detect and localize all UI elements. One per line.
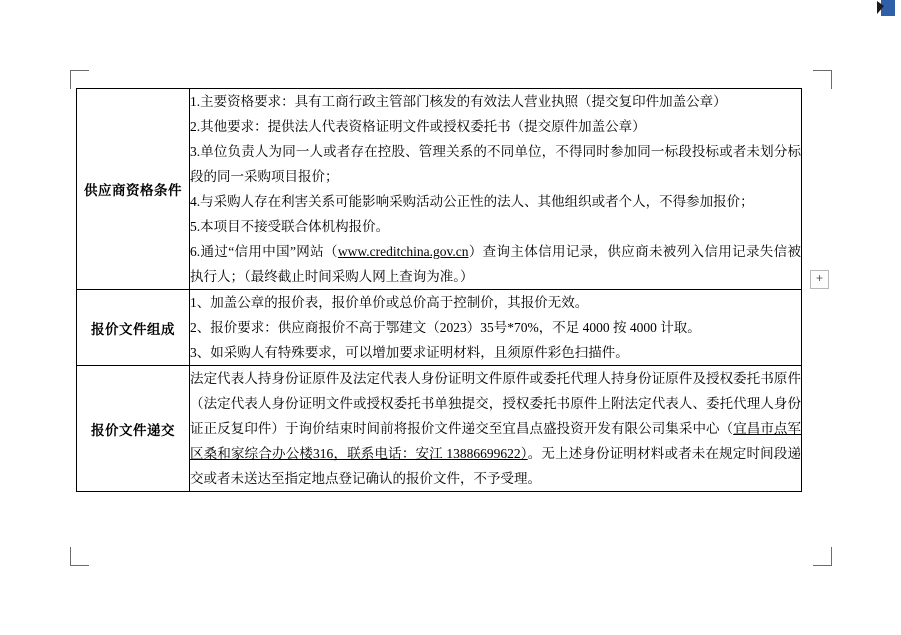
- table-row: [77, 366, 802, 492]
- qualification-line-6-suffix: ）查询主体信用记录，供应商未被列入信用记录失信被执行人；（最终截止时间采购人网上查询为准。）: [190, 244, 802, 284]
- crop-mark-top-left: [70, 70, 89, 89]
- qualification-line-6: [190, 239, 801, 289]
- table-row: [77, 89, 802, 290]
- row-label-quotation-composition: 报价文件组成: [77, 290, 190, 366]
- add-row-button[interactable]: +: [810, 270, 829, 289]
- crop-mark-bottom-left: [70, 547, 89, 566]
- requirements-table: [76, 88, 802, 492]
- submission-paragraph: [190, 366, 801, 491]
- creditchina-link[interactable]: www.creditchina.gov.cn: [337, 244, 469, 259]
- row-label-supplier-qualification: 供应商资格条件: [77, 89, 190, 290]
- composition-line-3: 3、如采购人有特殊要求，可以增加要求证明材料，且须原件彩色扫描件。: [190, 345, 629, 360]
- mouse-cursor-icon: [877, 1, 884, 14]
- row-label-quotation-submission: 报价文件递交: [77, 366, 190, 492]
- table-row: [77, 290, 802, 366]
- qualification-line-3: 3.单位负责人为同一人或者存在控股、管理关系的不同单位，不得同时参加同一标段投标或者未划分标段的同一采购项目报价；: [190, 144, 801, 184]
- scroll-cursor-widget[interactable]: [869, 0, 895, 22]
- qualification-line-4: 4.与采购人存在利害关系可能影响采购活动公正性的法人、其他组织或者个人，不得参加报价；: [190, 194, 754, 209]
- qualification-line-5: 5.本项目不接受联合体机构报价。: [190, 219, 390, 234]
- submission-part-1: 法定代表人持身份证原件及法定代表人身份证明文件原件或委托代理人持身份证原件及授权委托书原件（法定代表人身份证明文件或授权委托书单独提交，授权委托书原件上附法定代表人、委托代理人身份证正反复印件）于询价结束时间前将报价文件递交至宜昌点盛投资开发有限公司集采中心（: [190, 371, 801, 436]
- row-content-quotation-composition: [190, 290, 802, 366]
- composition-line-1: 1、加盖公章的报价表，报价单价或总价高于控制价，其报价无效。: [190, 295, 589, 310]
- submission-part-2-address: 宜昌市点军区桑和家综合办公楼316，联系电话：安江 13886699622）: [190, 421, 802, 461]
- submission-part-3: 。无上述身份证明材料或者未在规定时间段递交或者未送达至指定地点登记确认的报价文件，不予受理。: [190, 446, 801, 486]
- row-content-quotation-submission: [190, 366, 802, 492]
- composition-line-2: 2、报价要求：供应商报价不高于鄂建文（2023）35号*70%，不足 4000 按 4000 计取。: [190, 320, 701, 335]
- qualification-line-2: 2.其他要求：提供法人代表资格证明文件或授权委托书（提交原件加盖公章）: [190, 119, 646, 134]
- qualification-line-1: 1.主要资格要求：具有工商行政主管部门核发的有效法人营业执照（提交复印件加盖公章）: [190, 94, 727, 109]
- crop-mark-top-right: [813, 70, 832, 89]
- crop-mark-bottom-right: [813, 547, 832, 566]
- row-content-supplier-qualification: [190, 89, 802, 290]
- qualification-line-6-prefix: 6.通过“信用中国”网站（: [190, 244, 338, 259]
